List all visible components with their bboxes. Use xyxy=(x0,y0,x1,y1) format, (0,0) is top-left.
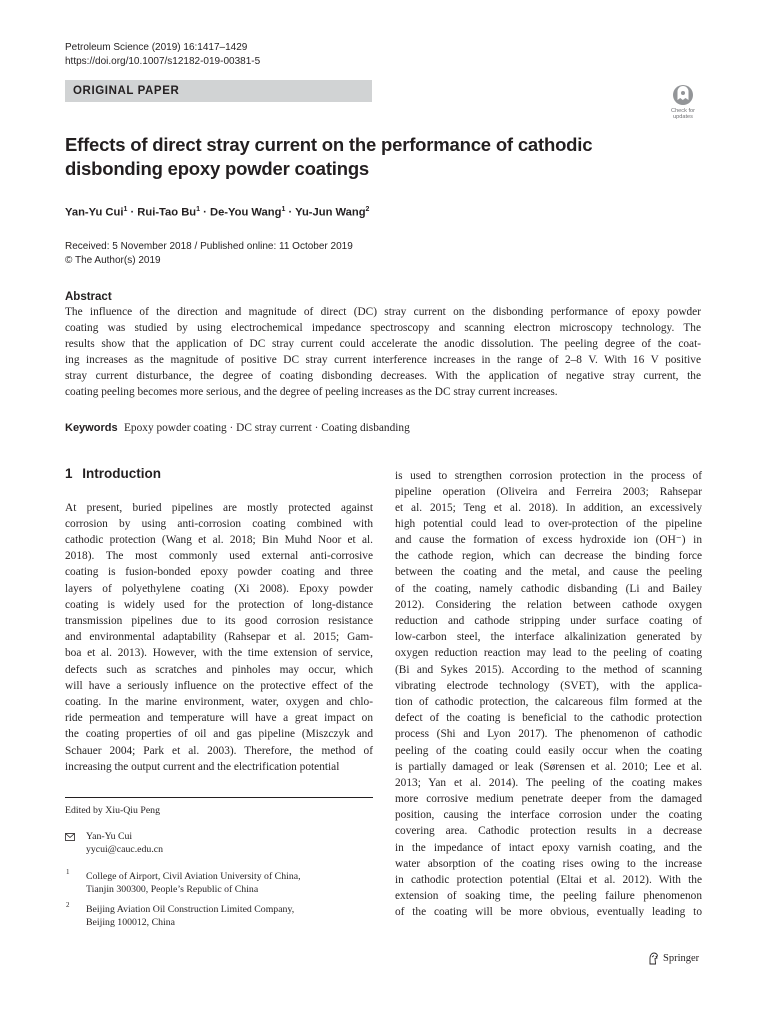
body-text-line: defects such as scratches and pinholes may occur, which xyxy=(65,664,373,676)
author-name[interactable]: Yan-Yu Cui xyxy=(65,206,124,219)
check-updates-text: Check for updates xyxy=(671,108,695,121)
title-line-1: Effects of direct stray current on the performance of cathodic xyxy=(65,134,593,155)
author-separator: · xyxy=(130,206,135,219)
body-text-line: corrosion by using anti-corrosion coating combined with xyxy=(65,518,373,530)
abstract-line: ing increases as the magnitude of positive DC stray current interference increases in the range of 2–8 V. With 16 V positive xyxy=(65,354,701,366)
body-text-line: is partially damaged or leak (Sørensen et al. 2010; Lee et al. xyxy=(395,761,702,773)
abstract-heading: Abstract xyxy=(65,291,112,303)
author-name[interactable]: De-You Wang xyxy=(209,206,282,219)
body-text-line: of the coating, namely cathodic disbanding (Li and Bailey xyxy=(395,583,702,595)
affiliation-number: 2 xyxy=(66,901,70,909)
body-text-line: tion of cathodic protection, the calcareous film formed at the xyxy=(395,696,702,708)
author-list xyxy=(65,203,369,220)
body-text-line: coating. In the marine environment, water, oxygen and chlo- xyxy=(65,696,373,708)
author-separator: · xyxy=(203,206,207,219)
author-name[interactable]: Yu-Jun Wang xyxy=(295,206,366,219)
edited-by-note: Edited by Xiu-Qiu Peng xyxy=(65,805,160,816)
body-text-line: coating is widely used for the protection of long-distance xyxy=(65,599,373,611)
footnote-divider xyxy=(65,797,373,798)
keywords-list: Epoxy powder coating · DC stray current · Coating disbanding xyxy=(124,422,410,434)
body-text-line: layers of polyethylene coating (Xi 2008). Epoxy powder xyxy=(65,583,373,595)
springer-horse-icon xyxy=(648,952,659,965)
check-updates-icon xyxy=(663,84,703,108)
body-text-line: defect of the coating is beneficial to the cathodic protection xyxy=(395,712,702,724)
affiliation-line: College of Airport, Civil Aviation University of China, xyxy=(86,871,301,882)
author-affiliation-marker: 1 xyxy=(196,206,201,213)
body-text-line: reduction and cathode stripping under surface coating of xyxy=(395,615,702,627)
body-text-line: and environmental adaptability (Rahsepar et al. 2015; Gam- xyxy=(65,631,373,643)
body-text-line: process (Shi and Lyon 2017). The phenomenon of cathodic xyxy=(395,728,702,740)
body-text-line: extension of soaking time, the peeling failure phenomenon xyxy=(395,890,702,902)
body-text-line: increasing the output current and the electrification potential xyxy=(65,761,340,773)
abstract-line: The influence of the direction and magnitude of direct (DC) stray current on the disbonding performance of epoxy powder xyxy=(65,306,701,318)
body-text-line: of the coating will be more obvious, eventually leading to xyxy=(395,906,702,918)
body-text-line: water absorption of the coating rises owing to the increase xyxy=(395,858,702,870)
body-text-line: high potential could lead to over-protection of the pipeline xyxy=(395,518,702,530)
keywords-label: Keywords xyxy=(65,422,118,434)
body-text-line: 2013; Yan et al. 2014). The peeling of the coating makes xyxy=(395,777,702,789)
body-text-line: et al. 2015; Teng et al. 2018). In addition, an excessively xyxy=(395,502,702,514)
body-text-line: boa et al. 2013). However, with the time extension of service, xyxy=(65,647,373,659)
author-separator: · xyxy=(288,206,293,219)
body-text-line: position, causing the interface corrosion under the coating xyxy=(395,809,702,821)
body-text-line: the cathode region, which can decrease the binding force xyxy=(395,550,702,562)
abstract-line: coating was studied by using electrochemical impedance spectroscopy and scanning electron microscopy technology. The xyxy=(65,322,701,334)
author-affiliation-marker: 1 xyxy=(123,206,128,213)
body-text-line: oxygen reduction reaction may lead to the peeling of coating xyxy=(395,647,702,659)
body-text-line: pipeline operation (Oliveira and Ferreira 2003; Rahsepar xyxy=(395,486,702,498)
body-text-line: the coating properties of oil and gas pipeline (Miszczyk and xyxy=(65,728,373,740)
body-text-line: more corrosive medium penetrate deeper from the damaged xyxy=(395,793,702,805)
section-number: 1 xyxy=(65,466,73,481)
body-text-line: cathodic protection (Wang et al. 2018; Bin Muhd Noor et al. xyxy=(65,534,373,546)
body-text-line: in the impedance of intact epoxy varnish coating, and the xyxy=(395,842,702,854)
section-heading xyxy=(65,466,161,482)
body-text-line: low-carbon steel, the interface alkalinization generated by xyxy=(395,631,702,643)
received-published-dates: Received: 5 November 2018 / Published online: 11 October 2019 xyxy=(65,241,353,252)
check-for-updates-badge[interactable] xyxy=(663,84,703,124)
abstract-line: stray current disturbance, the degree of coating disbonding decreases. With the application of negative stray current, the xyxy=(65,370,701,382)
journal-citation: Petroleum Science (2019) 16:1417–1429 xyxy=(65,42,248,53)
body-text-line: 2018). The most commonly used external anti-corrosive xyxy=(65,550,373,562)
body-text-line: between the coating and the metal, and cause the peeling xyxy=(395,566,702,578)
article-title xyxy=(65,133,665,181)
body-text-line: 2012). Considering the relation between cathode oxygen xyxy=(395,599,702,611)
body-text-line: in cathodic protection potential (Eltai et al. 2012). With the xyxy=(395,874,702,886)
corresponding-author-email[interactable]: yycui@cauc.edu.cn xyxy=(86,844,164,855)
abstract-line: results show that the application of DC stray current could accelerate the anodic dissolution. The peeling degree of the coat- xyxy=(65,338,701,350)
body-text-line: (Bi and Sykes 2015). According to the method of scanning xyxy=(395,664,702,676)
body-text-line: and cause the formation of excess hydroxide ion (OH⁻) in xyxy=(395,534,702,546)
abstract-line: coating peeling becomes more serious, and the degree of peeling increases as the DC stray current increases. xyxy=(65,386,558,398)
body-text-line: is used to strengthen corrosion protection in the process of xyxy=(395,470,702,482)
body-text-line: coating is fusion-bonded epoxy powder coating and three xyxy=(65,566,373,578)
body-text-line: vibrating electrode technology (SVET), with the applica- xyxy=(395,680,702,692)
corresponding-author-name: Yan-Yu Cui xyxy=(86,831,133,842)
affiliation-number: 1 xyxy=(66,868,70,876)
author-affiliation-marker: 2 xyxy=(365,206,370,213)
body-text-line: ride permeation and temperature will have a great impact on xyxy=(65,712,373,724)
body-text-line: Schauer 2004; Park et al. 2003). Therefore, the method of xyxy=(65,745,373,757)
author-affiliation-marker: 1 xyxy=(281,206,286,213)
publisher-name: Springer xyxy=(663,953,700,964)
copyright-line: © The Author(s) 2019 xyxy=(65,255,161,266)
email-envelope-icon xyxy=(65,833,75,841)
affiliation-line: Beijing 100012, China xyxy=(86,917,175,928)
affiliation-line: Beijing Aviation Oil Construction Limited Company, xyxy=(86,904,295,915)
affiliation-line: Tianjin 300300, People’s Republic of China xyxy=(86,884,259,895)
doi-link[interactable]: https://doi.org/10.1007/s12182-019-00381-5 xyxy=(65,56,261,67)
body-text-line: peeling of the coating could easily occur when the coating xyxy=(395,745,702,757)
body-text-line: transmission pipelines due to its good corrosion resistance xyxy=(65,615,373,627)
body-text-line: At present, buried pipelines are mostly protected against xyxy=(65,502,373,514)
body-text-line: will have a seriously influence on the protective effect of the xyxy=(65,680,373,692)
body-text-line: covering area. Cathodic protection results in a decrease xyxy=(395,825,702,837)
section-title: Introduction xyxy=(82,466,162,481)
author-name[interactable]: Rui-Tao Bu xyxy=(137,206,197,219)
title-line-2: disbonding epoxy powder coatings xyxy=(65,158,370,179)
paper-type-label: ORIGINAL PAPER xyxy=(73,85,180,97)
